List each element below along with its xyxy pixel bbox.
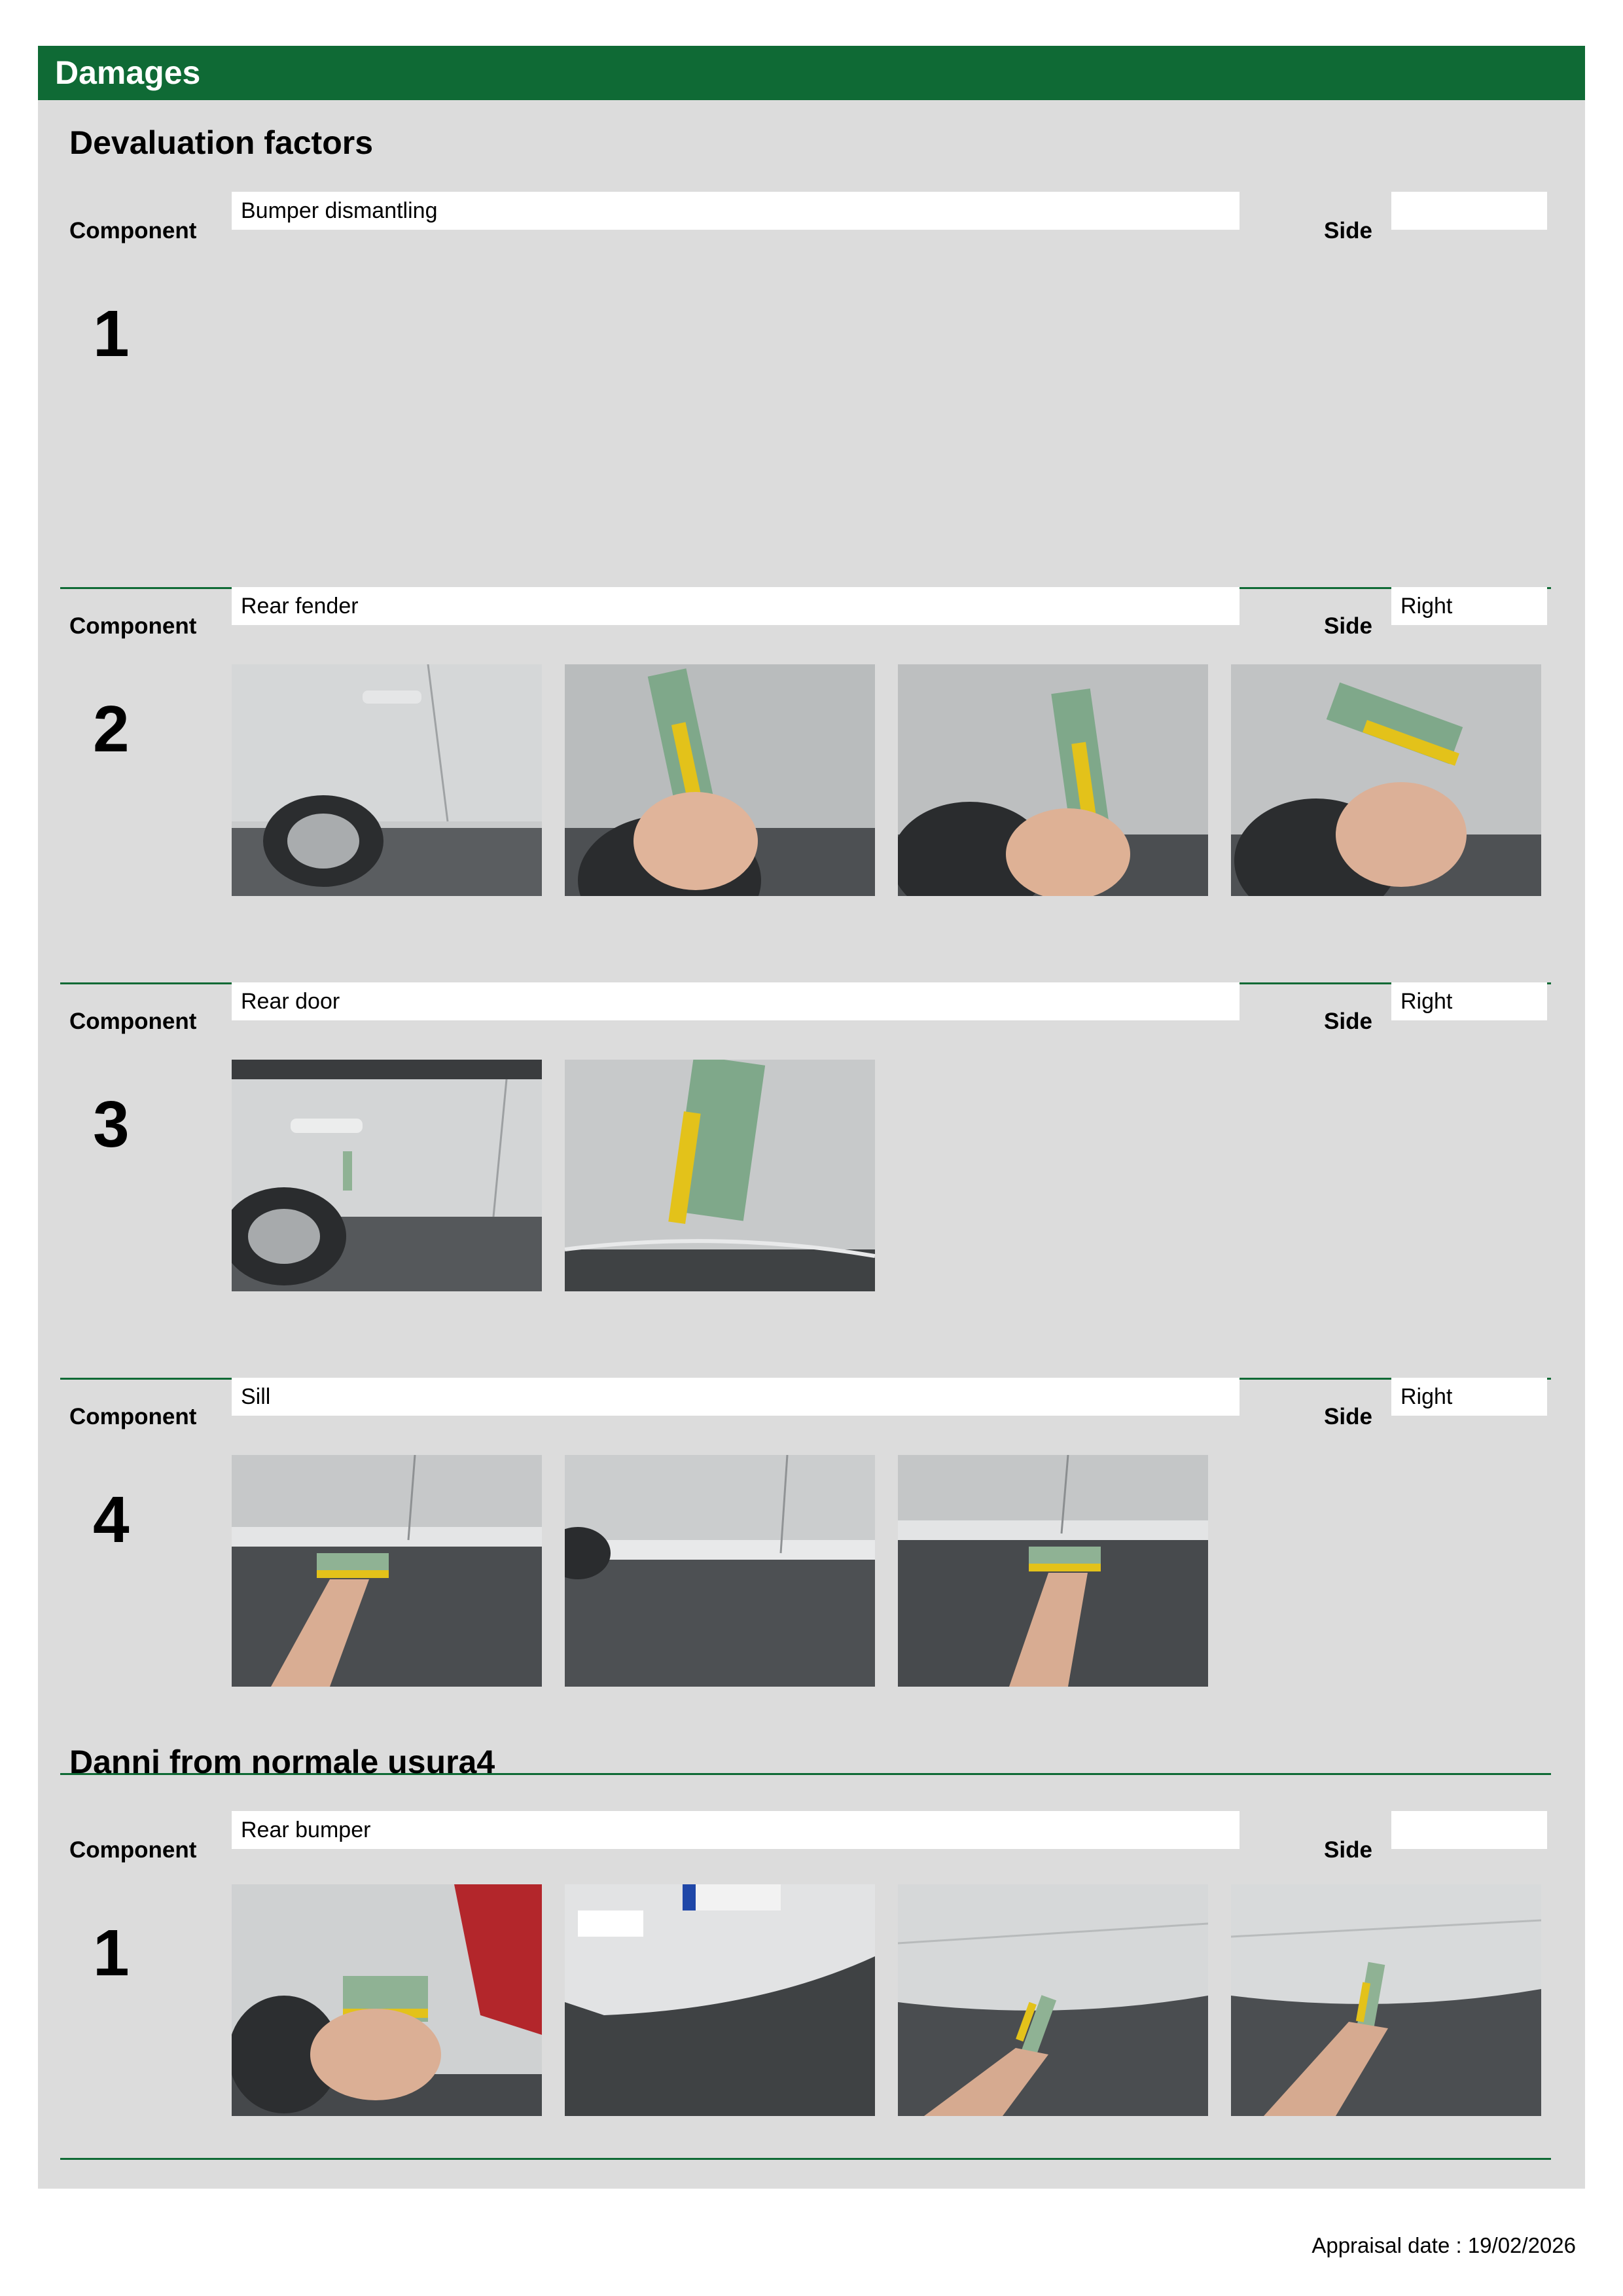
damage-photo[interactable]: [232, 664, 542, 896]
entry-number: 2: [93, 692, 130, 766]
rear-bumper-photo-icon: [898, 1884, 1208, 2116]
side-field: [1391, 192, 1547, 230]
devaluation-title: Devaluation factors: [69, 124, 374, 161]
damage-photo[interactable]: [565, 1884, 875, 2116]
damage-photo[interactable]: [232, 1060, 542, 1291]
car-door-photo-icon: [232, 1060, 542, 1291]
rear-bumper-photo-icon: [1231, 1884, 1541, 2116]
entry-number: 1: [93, 297, 130, 370]
damage-entry: [60, 1378, 1551, 1775]
damage-entry: [60, 192, 1551, 589]
entry-number: 1: [93, 1916, 130, 1990]
sill-photo-icon: [565, 1455, 875, 1687]
gauge-closeup-photo-icon: [565, 1060, 875, 1291]
component-label: Component: [69, 1009, 197, 1034]
side-label: Side: [1324, 218, 1372, 243]
damage-photo[interactable]: [898, 1884, 1208, 2116]
damage-photo[interactable]: [565, 664, 875, 896]
damage-entry: [60, 982, 1551, 1380]
photo-strip: [232, 664, 1541, 896]
appraisal-date: [1311, 2233, 1576, 2258]
component-field: Rear fender: [232, 587, 1240, 625]
component-field: Bumper dismantling: [232, 192, 1240, 230]
taillight-photo-icon: [232, 1884, 542, 2116]
sill-photo-icon: [898, 1455, 1208, 1687]
photo-strip: [232, 1884, 1541, 2116]
wear-title: Danni from normale usura4: [69, 1744, 495, 1780]
sill-photo-icon: [232, 1455, 542, 1687]
gauge-photo-icon: [898, 664, 1208, 896]
section-banner: [38, 46, 1585, 100]
damage-entry: [60, 587, 1551, 984]
damage-photo[interactable]: [232, 1884, 542, 2116]
side-field: Right: [1391, 982, 1547, 1020]
damage-photo[interactable]: [1231, 664, 1541, 896]
appraisal-date-label: Appraisal date :: [1311, 2233, 1462, 2257]
side-label: Side: [1324, 1837, 1372, 1863]
damage-photo[interactable]: [565, 1060, 875, 1291]
damages-panel: [38, 100, 1585, 2189]
damage-photo[interactable]: [898, 1455, 1208, 1687]
damage-photo[interactable]: [1231, 1884, 1541, 2116]
side-field: Right: [1391, 587, 1547, 625]
side-field: Right: [1391, 1378, 1547, 1416]
rear-badge-photo-icon: [565, 1884, 875, 2116]
component-field: Sill: [232, 1378, 1240, 1416]
damage-photo[interactable]: [898, 664, 1208, 896]
component-label: Component: [69, 1404, 197, 1429]
side-label: Side: [1324, 1404, 1372, 1429]
banner-title: Damages: [55, 54, 201, 91]
component-field: Rear bumper: [232, 1811, 1240, 1849]
side-label: Side: [1324, 613, 1372, 639]
side-label: Side: [1324, 1009, 1372, 1034]
side-field: [1391, 1811, 1547, 1849]
appraisal-date-value: 19/02/2026: [1467, 2233, 1576, 2257]
photo-strip: [232, 1060, 875, 1291]
component-field: Rear door: [232, 982, 1240, 1020]
damage-photo[interactable]: [565, 1455, 875, 1687]
gauge-photo-icon: [1231, 664, 1541, 896]
car-side-photo-icon: [232, 664, 542, 896]
component-label: Component: [69, 613, 197, 639]
gauge-photo-icon: [565, 664, 875, 896]
component-label: Component: [69, 218, 197, 243]
photo-strip: [232, 1455, 1208, 1687]
component-label: Component: [69, 1837, 197, 1863]
damage-entry: [60, 1811, 1551, 2160]
entry-number: 4: [93, 1483, 130, 1556]
entry-number: 3: [93, 1088, 130, 1161]
damage-photo[interactable]: [232, 1455, 542, 1687]
